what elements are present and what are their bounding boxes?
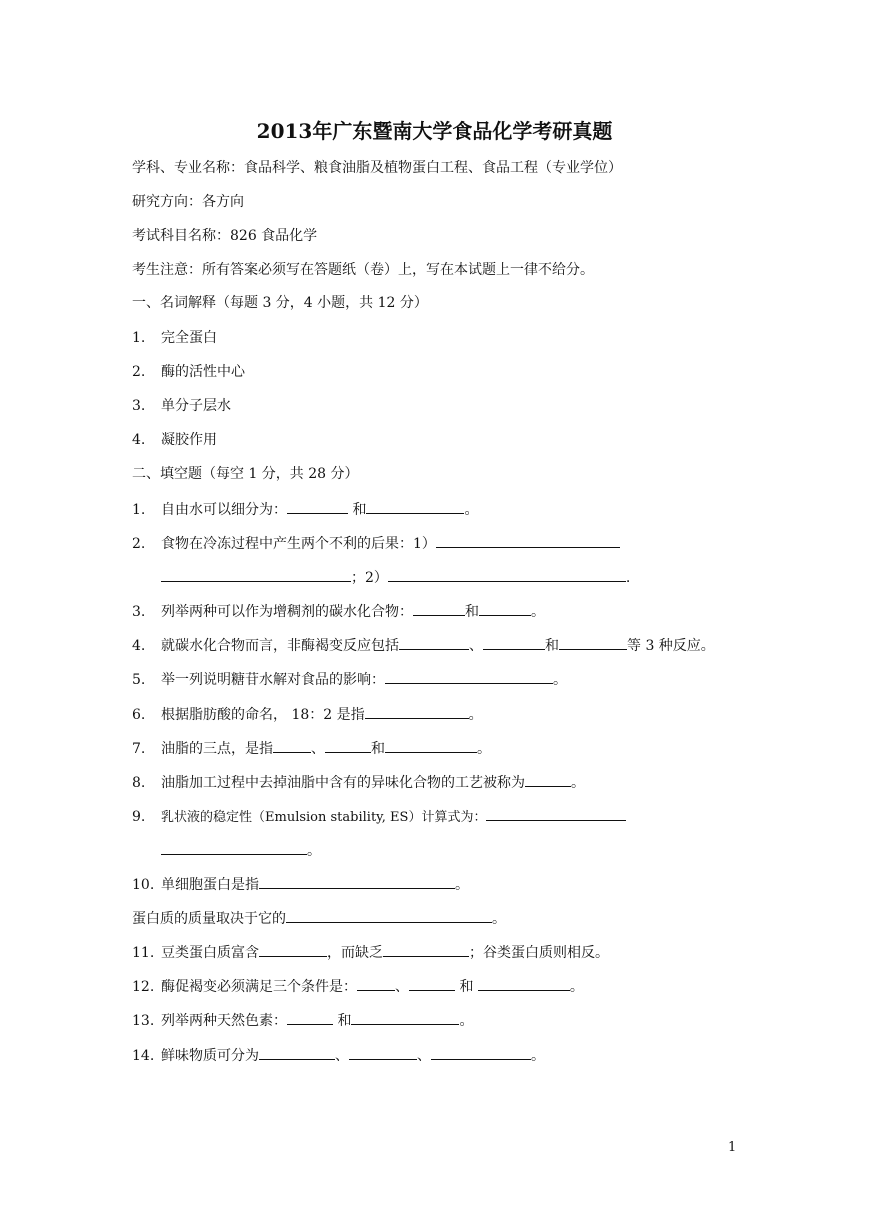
answer-blank[interactable] [357, 976, 395, 991]
answer-blank[interactable] [325, 738, 371, 753]
question-number: 13. [132, 1013, 155, 1029]
question-number: 10. [132, 877, 155, 893]
answer-blank[interactable] [413, 601, 465, 616]
question-text: 和 [348, 502, 367, 518]
term-item [132, 328, 217, 348]
direction-line: 研究方向：各方向 [132, 194, 244, 210]
item-text: 单分子层水 [161, 398, 231, 414]
item-text: 完全蛋白 [161, 330, 217, 346]
answer-blank[interactable] [259, 1045, 335, 1060]
answer-blank[interactable] [399, 635, 469, 650]
answer-blank[interactable] [349, 1045, 417, 1060]
question-text: 和 [371, 741, 385, 757]
answer-blank[interactable] [366, 499, 464, 514]
answer-blank[interactable] [479, 601, 531, 616]
question-number: 6. [132, 707, 146, 723]
question-text: 食物在冷冻过程中产生两个不利的后果：1） [161, 536, 436, 552]
question-text: 。 [477, 741, 491, 757]
question-number: 7. [132, 741, 146, 757]
question-text: 、 [469, 638, 483, 654]
question-text: 。 [492, 911, 506, 927]
question-text: 列举两种天然色素： [161, 1013, 287, 1029]
notice-line: 考生注意：所有答案必须写在答题纸（卷）上，写在本试题上一律不给分。 [132, 262, 594, 278]
answer-blank[interactable] [409, 976, 455, 991]
answer-blank[interactable] [559, 635, 627, 650]
question-text: 。 [307, 843, 321, 859]
question-text: 酶促褐变必须满足三个条件是： [161, 979, 357, 995]
question-text: 豆类蛋白质富含 [161, 945, 259, 961]
item-number: 4. [132, 432, 146, 448]
item-text: 酶的活性中心 [161, 364, 245, 380]
question-number: 9. [132, 809, 146, 825]
answer-blank[interactable] [385, 738, 477, 753]
subject-line: 学科、专业名称：食品科学、粮食油脂及植物蛋白工程、食品工程（专业学位） [132, 160, 622, 176]
question-text: 。 [455, 877, 469, 893]
question-text: 。 [464, 502, 479, 518]
question-text: 乳状液的稳定性（Emulsion stability, ES）计算式为： [161, 810, 487, 825]
question-text: 举一列说明糖苷水解对食品的影响： [161, 672, 385, 688]
answer-blank[interactable] [431, 1045, 531, 1060]
question-text: . [625, 570, 631, 586]
item-text: 凝胶作用 [161, 432, 217, 448]
question-text: 和 [465, 604, 479, 620]
question-text: 、 [417, 1048, 431, 1064]
answer-blank[interactable] [383, 942, 469, 957]
fill-question [132, 976, 584, 997]
question-number: 14. [132, 1048, 155, 1064]
fill-question [132, 908, 506, 929]
question-text: 列举两种可以作为增稠剂的碳水化合物： [161, 604, 413, 620]
question-text: 油脂的三点，是指 [161, 741, 273, 757]
question-text: 单细胞蛋白是指 [161, 877, 259, 893]
section1-heading: 一、名词解释（每题 3 分，4 小题，共 12 分） [132, 295, 428, 311]
question-number: 3. [132, 604, 146, 620]
answer-blank[interactable] [161, 840, 307, 855]
fill-question [132, 738, 491, 759]
question-text: 和 [333, 1013, 352, 1029]
answer-blank[interactable] [525, 772, 571, 787]
question-number: 12. [132, 979, 155, 995]
question-text: 蛋白质的质量取决于它的 [132, 911, 286, 927]
item-number: 2. [132, 364, 146, 380]
answer-blank[interactable] [286, 908, 492, 923]
question-text: 鲜味物质可分为 [161, 1048, 259, 1064]
answer-blank[interactable] [385, 669, 553, 684]
question-text: 自由水可以细分为： [161, 502, 287, 518]
item-number: 1. [132, 330, 146, 346]
fill-question [132, 806, 626, 828]
question-text: 油脂加工过程中去掉油脂中含有的异味化合物的工艺被称为 [161, 775, 525, 791]
question-number: 8. [132, 775, 146, 791]
fill-question [132, 772, 585, 793]
fill-question [132, 669, 567, 690]
fill-question [132, 533, 620, 554]
fill-question [132, 1010, 473, 1031]
answer-blank[interactable] [436, 533, 620, 548]
answer-blank[interactable] [478, 976, 570, 991]
term-item [132, 430, 217, 450]
question-text: 、 [395, 979, 409, 995]
question-text: 等 3 种反应。 [627, 638, 715, 654]
fill-question [132, 1045, 545, 1066]
term-item [132, 396, 231, 416]
question-text: 。 [468, 707, 483, 723]
question-text: ；谷类蛋白质则相反。 [469, 945, 609, 961]
answer-blank[interactable] [259, 942, 327, 957]
question-text: 、 [335, 1048, 349, 1064]
fill-question [132, 499, 478, 520]
answer-blank[interactable] [486, 806, 626, 821]
fill-question [132, 601, 545, 622]
question-text: 和 [455, 979, 478, 995]
question-text: 。 [459, 1013, 474, 1029]
answer-blank[interactable] [287, 499, 348, 514]
fill-question-continued [161, 840, 321, 861]
question-text: 。 [553, 672, 567, 688]
fill-question [132, 635, 715, 656]
question-number: 1. [132, 502, 146, 518]
answer-blank[interactable] [287, 1010, 333, 1025]
question-text: 、 [311, 741, 325, 757]
question-number: 4. [132, 638, 146, 654]
answer-blank[interactable] [483, 635, 545, 650]
question-number: 5. [132, 672, 146, 688]
answer-blank[interactable] [273, 738, 311, 753]
question-text: 根据脂肪酸的命名， 18：2 是指 [161, 707, 365, 723]
fill-question [132, 704, 483, 725]
question-text: ，而缺乏 [327, 945, 383, 961]
answer-blank[interactable] [365, 704, 469, 719]
answer-blank[interactable] [351, 1010, 459, 1025]
page-number: 1 [728, 1140, 737, 1155]
question-text: 。 [531, 604, 545, 620]
item-number: 3. [132, 398, 146, 414]
section2-heading: 二、填空题（每空 1 分，共 28 分） [132, 466, 359, 482]
answer-blank[interactable] [161, 567, 351, 582]
fill-question-continued [161, 567, 630, 588]
question-text: ；2） [351, 570, 388, 586]
fill-question [132, 874, 469, 895]
document-title: 2013年广东暨南大学食品化学考研真题 [256, 119, 613, 143]
fill-question [132, 942, 609, 963]
question-text: 就碳水化合物而言，非酶褐变反应包括 [161, 638, 399, 654]
question-text: 。 [531, 1048, 545, 1064]
question-text: 和 [545, 638, 559, 654]
term-item [132, 362, 245, 382]
answer-blank[interactable] [388, 567, 626, 582]
question-text: 。 [571, 775, 585, 791]
answer-blank[interactable] [259, 874, 455, 889]
question-text: 。 [569, 979, 584, 995]
exam-line: 考试科目名称：826 食品化学 [132, 228, 318, 244]
question-number: 11. [132, 945, 155, 961]
question-number: 2. [132, 536, 146, 552]
